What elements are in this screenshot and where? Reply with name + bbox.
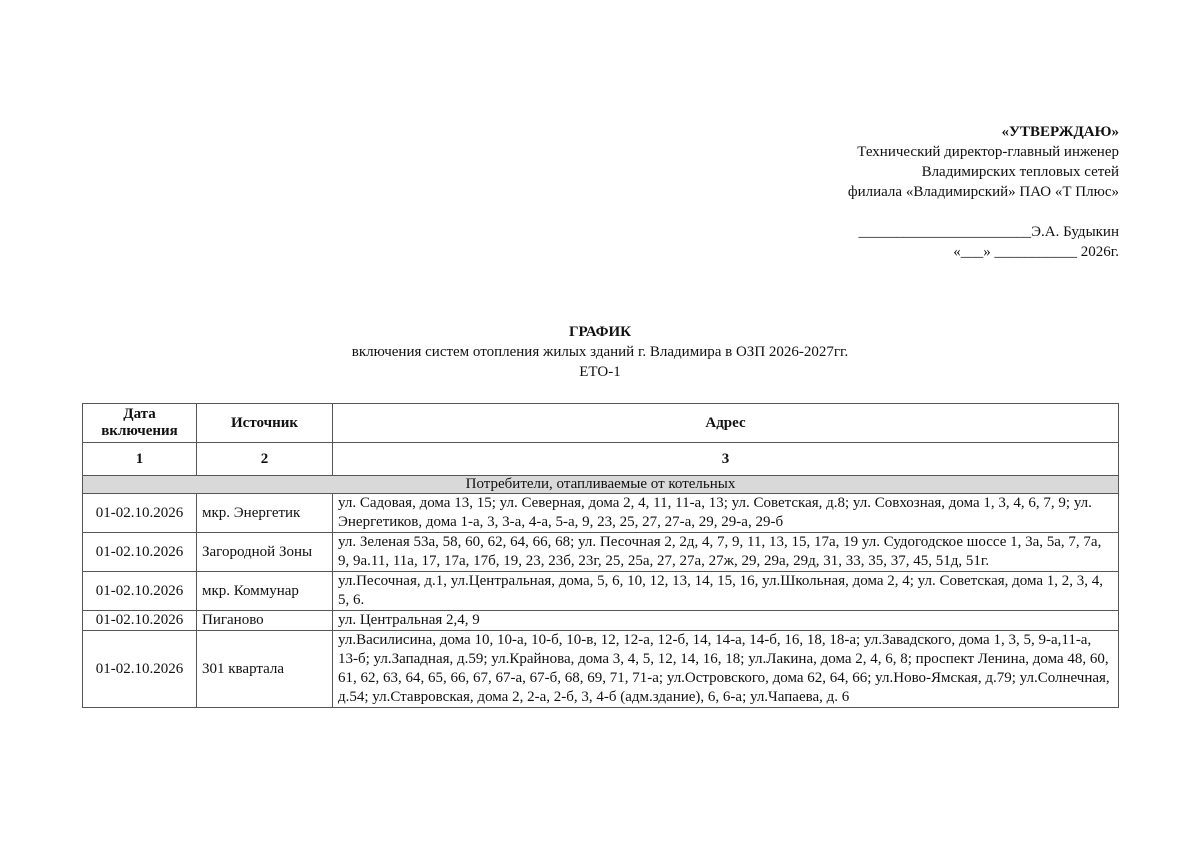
approval-date-line: «___» ___________ 2026г.: [953, 244, 1119, 260]
header-source: Источник: [197, 404, 333, 443]
address-cell: ул.Песочная, д.1, ул.Центральная, дома, 5, 6, 10, 12, 13, 14, 15, 16, ул.Школьная, дома 2, 4; ул. Советская, дома 1, 2, 3, 4, 5, 6.: [333, 572, 1119, 611]
date-cell: 01-02.10.2026: [83, 631, 197, 708]
source-cell: 301 квартала: [197, 631, 333, 708]
date-cell: 01-02.10.2026: [83, 611, 197, 631]
table-row: [83, 572, 1119, 611]
table-row: [83, 611, 1119, 631]
document-subtitle: включения систем отопления жилых зданий г. Владимира в ОЗП 2026-2027гг.: [351, 344, 849, 360]
source-cell: Пиганово: [197, 611, 333, 631]
document-code: ЕТО-1: [579, 364, 621, 380]
address-cell: ул. Зеленая 53а, 58, 60, 62, 64, 66, 68; ул. Песочная 2, 2д, 4, 7, 9, 11, 13, 15, 17а, 19 ул. Судогодское шоссе 1, 3а, 5а, 7, 7а, 9, 9а.11, 11а, 17, 17а, 17б, 19, 23, 23б, 23г, 25, 25а, 27, 27а, 27ж, 29, 29а, 29д, 31, 33, 35, 37, 45, 51д, 51г.: [333, 533, 1119, 572]
header-address: Адрес: [333, 404, 1119, 443]
section-row: [83, 476, 1119, 494]
table-row: [83, 631, 1119, 708]
source-cell: Загородной Зоны: [197, 533, 333, 572]
date-cell: 01-02.10.2026: [83, 533, 197, 572]
date-cell: 01-02.10.2026: [83, 494, 197, 533]
approval-heading: «УТВЕРЖДАЮ»: [1001, 124, 1119, 140]
document-title: ГРАФИК: [568, 324, 632, 340]
source-cell: мкр. Энергетик: [197, 494, 333, 533]
column-number-row: [83, 443, 1119, 476]
address-cell: ул. Центральная 2,4, 9: [333, 611, 1119, 631]
date-cell: 01-02.10.2026: [83, 572, 197, 611]
approver-branch: филиала «Владимирский» ПАО «Т Плюс»: [847, 184, 1119, 200]
approver-signature-line: _______________________Э.А. Будыкин: [858, 224, 1119, 240]
heating-schedule-table: [82, 403, 1119, 708]
address-cell: ул.Василисина, дома 10, 10-а, 10-б, 10-в, 12, 12-а, 12-б, 14, 14-а, 14-б, 16, 18, 18-а; ул.Завадского, дома 1, 3, 5, 9-а,11-а, 13-б; ул.Западная, д.59; ул.Крайнова, дома 3, 4, 5, 12, 14, 16, 18; ул.Лакина, дома 2, 4, 6, 8; проспект Ленина, дома 48, 60, 61, 62, 63, 64, 65, 66, 67, 67-а, 67-б, 68, 69, 71, 71-а; ул.Островского, дома 62, 64, 66; ул.Ново-Ямская, д.79; ул.Солнечная, д.54; ул.Ставровская, дома 2, 2-а, 2-б, 3, 4-б (адм.здание), 6, 6-а; ул.Чапаева, д. 6: [333, 631, 1119, 708]
address-cell: ул. Садовая, дома 13, 15; ул. Северная, дома 2, 4, 11, 11-а, 13; ул. Советская, д.8; ул. Совхозная, дома 1, 3, 4, 6, 7, 9; ул. Энергетиков, дома 1-а, 3, 3-а, 4-а, 5-а, 9, 23, 25, 27, 27-а, 29, 29-а, 29-б: [333, 494, 1119, 533]
source-cell: мкр. Коммунар: [197, 572, 333, 611]
approver-position: Технический директор-главный инженер: [857, 144, 1119, 160]
column-number: 2: [197, 443, 333, 476]
column-number: 3: [333, 443, 1119, 476]
table-row: [83, 494, 1119, 533]
column-number: 1: [83, 443, 197, 476]
header-date: Дата включения: [83, 404, 197, 443]
table-header-row: [83, 404, 1119, 443]
section-title: Потребители, отапливаемые от котельных: [83, 476, 1119, 494]
document-title-block: [0, 322, 1200, 382]
approval-block: [699, 122, 1119, 262]
approver-organization: Владимирских тепловых сетей: [921, 164, 1119, 180]
table-row: [83, 533, 1119, 572]
